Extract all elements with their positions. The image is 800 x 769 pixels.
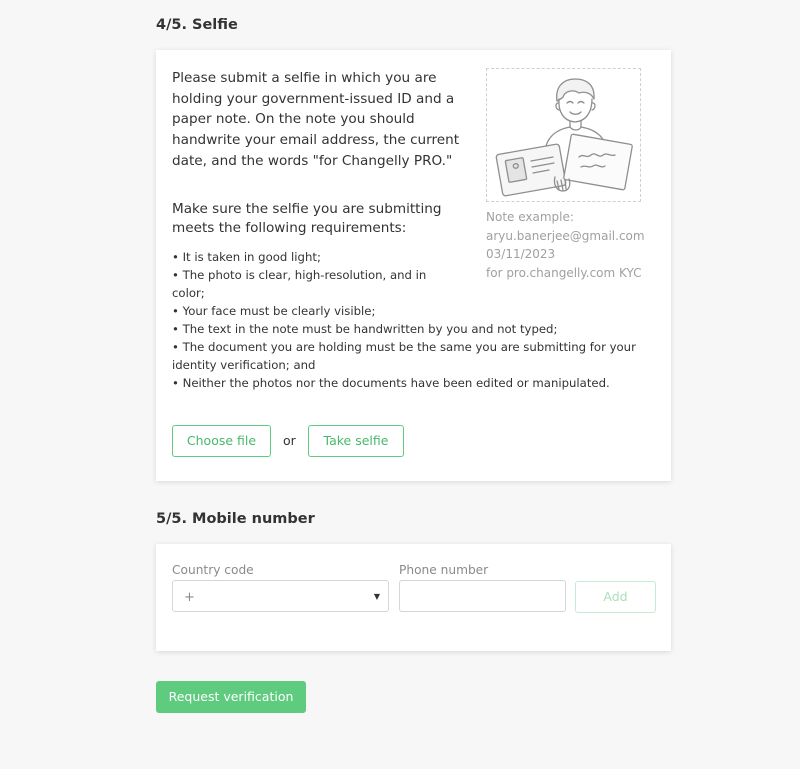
requirement-item: • It is taken in good light; [172,248,662,266]
note-example-email: aryu.banerjee@gmail.com [486,228,645,243]
mobile-card [156,544,671,651]
requirement-item: • Your face must be clearly visible; [172,302,662,320]
note-example-text: for pro.changelly.com KYC [486,265,642,280]
requirement-item: • The document you are holding must be the same you are submitting for your identity verification; and [172,338,662,374]
requirement-item: • The photo is clear, high-resolution, and in color; [172,266,447,302]
or-separator: or [283,433,296,448]
requirements-intro: Make sure the selfie you are submitting meets the following requirements: [172,201,442,236]
phone-number-label: Phone number [399,563,489,577]
selfie-example-illustration [486,68,641,202]
requirement-item: • Neither the photos nor the documents have been edited or manipulated. [172,374,662,392]
add-phone-button[interactable]: Add [575,581,656,613]
country-code-select[interactable] [172,580,389,612]
request-verification-button[interactable]: Request verification [156,681,306,713]
phone-number-input[interactable] [399,580,566,612]
country-code-label: Country code [172,563,254,577]
caret-down-icon: ▼ [373,592,380,601]
selfie-instructions: Please submit a selfie in which you are holding your government-issued ID and a paper note. On the note you should handwrite your email address, the current date, and the words "for Changelly PRO." [172,70,460,169]
note-example-date: 03/11/2023 [486,247,556,261]
selfie-person-icon [487,69,640,201]
note-example-label: Note example: [486,210,574,224]
mobile-section-title: 5/5. Mobile number [156,511,315,527]
selfie-section-title: 4/5. Selfie [156,17,238,33]
choose-file-button[interactable]: Choose file [172,425,271,457]
take-selfie-button[interactable]: Take selfie [308,425,404,457]
selfie-card [156,50,671,481]
country-code-value: + [184,590,195,605]
requirement-item: • The text in the note must be handwritten by you and not typed; [172,320,662,338]
note-example [486,208,666,282]
